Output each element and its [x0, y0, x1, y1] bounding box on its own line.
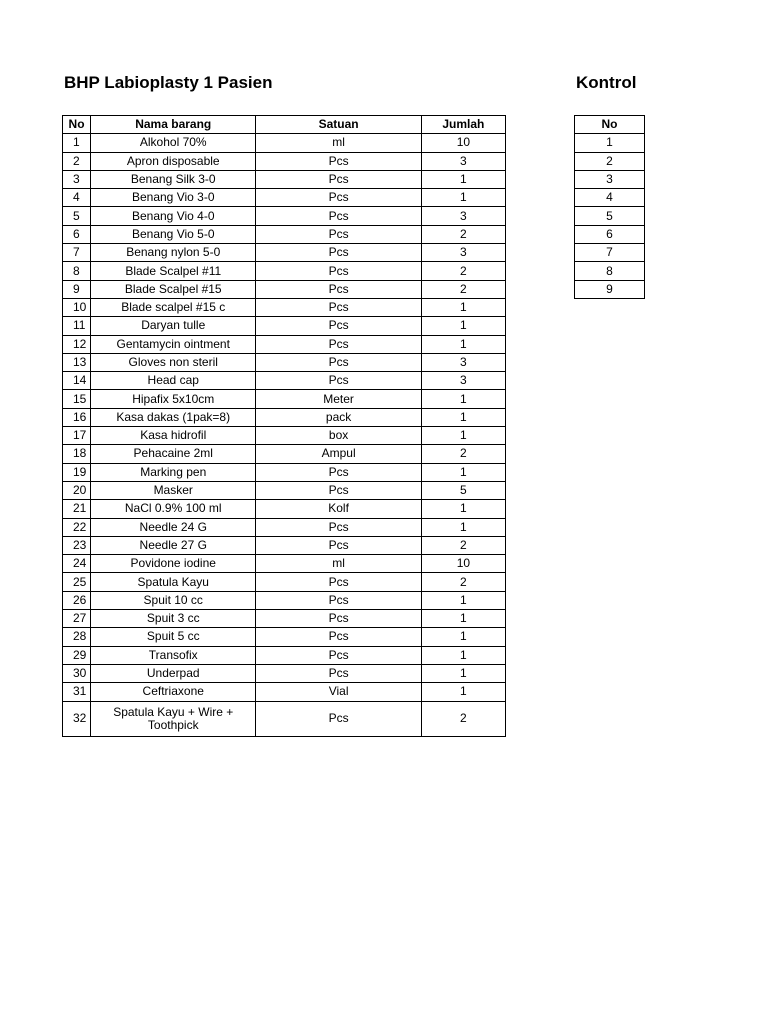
- side-section-title: Kontrol: [576, 73, 637, 92]
- item-unit: Pcs: [256, 573, 421, 591]
- item-name: Needle 24 G: [91, 518, 256, 536]
- row-number: 14: [63, 372, 91, 390]
- item-quantity: 1: [421, 390, 505, 408]
- table-row: [63, 481, 506, 499]
- item-quantity: 1: [421, 335, 505, 353]
- item-unit: Pcs: [256, 646, 421, 664]
- table-row: [63, 445, 506, 463]
- item-unit: Pcs: [256, 207, 421, 225]
- item-unit: Meter: [256, 390, 421, 408]
- table-row: [63, 134, 506, 152]
- item-quantity: 1: [421, 591, 505, 609]
- table-row: [63, 152, 506, 170]
- table-row: [575, 225, 645, 243]
- item-quantity: 1: [421, 646, 505, 664]
- item-quantity: 2: [421, 536, 505, 554]
- row-number: 12: [63, 335, 91, 353]
- row-number: 8: [63, 262, 91, 280]
- item-quantity: 2: [421, 445, 505, 463]
- item-name: Benang nylon 5-0: [91, 244, 256, 262]
- table-row: [63, 646, 506, 664]
- table-row: [63, 335, 506, 353]
- item-unit: ml: [256, 555, 421, 573]
- item-unit: Pcs: [256, 225, 421, 243]
- item-quantity: 2: [421, 280, 505, 298]
- item-name: Underpad: [91, 664, 256, 682]
- item-quantity: 3: [421, 353, 505, 371]
- item-unit: Vial: [256, 683, 421, 701]
- row-number: 4: [575, 189, 645, 207]
- item-name: Povidone iodine: [91, 555, 256, 573]
- item-name: Daryan tulle: [91, 317, 256, 335]
- item-unit: Pcs: [256, 335, 421, 353]
- row-number: 7: [63, 244, 91, 262]
- item-name: Spuit 3 cc: [91, 610, 256, 628]
- item-quantity: 1: [421, 610, 505, 628]
- item-unit: Pcs: [256, 536, 421, 554]
- table-row: [575, 280, 645, 298]
- row-number: 15: [63, 390, 91, 408]
- table-row: [63, 317, 506, 335]
- item-quantity: 3: [421, 372, 505, 390]
- item-name: Spatula Kayu: [91, 573, 256, 591]
- table-row: [575, 170, 645, 188]
- table-row: [63, 628, 506, 646]
- row-number: 10: [63, 298, 91, 316]
- item-name: Head cap: [91, 372, 256, 390]
- item-unit: Ampul: [256, 445, 421, 463]
- table-header-row: [63, 116, 506, 134]
- item-unit: Pcs: [256, 170, 421, 188]
- table-row: [63, 664, 506, 682]
- table-row: [63, 555, 506, 573]
- item-name: Alkohol 70%: [91, 134, 256, 152]
- row-number: 6: [575, 225, 645, 243]
- item-unit: Pcs: [256, 518, 421, 536]
- table-row: [63, 518, 506, 536]
- row-number: 19: [63, 463, 91, 481]
- item-quantity: 1: [421, 317, 505, 335]
- row-number: 1: [63, 134, 91, 152]
- item-name: Apron disposable: [91, 152, 256, 170]
- table-header-row: [575, 116, 645, 134]
- item-unit: Pcs: [256, 610, 421, 628]
- row-number: 31: [63, 683, 91, 701]
- table-row: [63, 262, 506, 280]
- item-quantity: 1: [421, 170, 505, 188]
- header-item-name: Nama barang: [91, 116, 256, 134]
- item-name: Gentamycin ointment: [91, 335, 256, 353]
- item-quantity: 2: [421, 701, 505, 736]
- row-number: 24: [63, 555, 91, 573]
- row-number: 3: [63, 170, 91, 188]
- item-name: NaCl 0.9% 100 ml: [91, 500, 256, 518]
- item-unit: Pcs: [256, 280, 421, 298]
- table-row: [63, 408, 506, 426]
- row-number: 7: [575, 244, 645, 262]
- item-name: Benang Vio 3-0: [91, 189, 256, 207]
- row-number: 22: [63, 518, 91, 536]
- item-name: Blade Scalpel #15: [91, 280, 256, 298]
- item-quantity: 3: [421, 152, 505, 170]
- item-quantity: 1: [421, 500, 505, 518]
- row-number: 6: [63, 225, 91, 243]
- table-row: [575, 134, 645, 152]
- table-row: [63, 390, 506, 408]
- table-row: [575, 207, 645, 225]
- item-unit: Pcs: [256, 701, 421, 736]
- row-number: 9: [63, 280, 91, 298]
- table-row: [575, 189, 645, 207]
- item-unit: Pcs: [256, 262, 421, 280]
- item-quantity: 1: [421, 664, 505, 682]
- page-title: BHP Labioplasty 1 Pasien: [64, 73, 273, 92]
- item-quantity: 1: [421, 408, 505, 426]
- row-number: 18: [63, 445, 91, 463]
- item-unit: Pcs: [256, 463, 421, 481]
- table-row: [63, 610, 506, 628]
- item-name: Blade scalpel #15 c: [91, 298, 256, 316]
- item-name: Transofix: [91, 646, 256, 664]
- table-row: [63, 573, 506, 591]
- table-row: [63, 207, 506, 225]
- item-quantity: 1: [421, 427, 505, 445]
- item-unit: Kolf: [256, 500, 421, 518]
- item-unit: Pcs: [256, 189, 421, 207]
- table-row: [63, 353, 506, 371]
- row-number: 5: [63, 207, 91, 225]
- item-quantity: 3: [421, 207, 505, 225]
- item-unit: box: [256, 427, 421, 445]
- row-number: 5: [575, 207, 645, 225]
- row-number: 11: [63, 317, 91, 335]
- item-name: Spuit 10 cc: [91, 591, 256, 609]
- table-row: [575, 262, 645, 280]
- item-quantity: 1: [421, 298, 505, 316]
- item-unit: Pcs: [256, 664, 421, 682]
- item-quantity: 1: [421, 189, 505, 207]
- item-name: Benang Silk 3-0: [91, 170, 256, 188]
- row-number: 23: [63, 536, 91, 554]
- row-number: 26: [63, 591, 91, 609]
- item-name: Gloves non steril: [91, 353, 256, 371]
- item-quantity: 1: [421, 628, 505, 646]
- item-unit: Pcs: [256, 244, 421, 262]
- item-quantity: 2: [421, 262, 505, 280]
- item-quantity: 5: [421, 481, 505, 499]
- item-quantity: 1: [421, 683, 505, 701]
- header-no: No: [575, 116, 645, 134]
- item-name: Marking pen: [91, 463, 256, 481]
- item-name: Benang Vio 5-0: [91, 225, 256, 243]
- table-row: [63, 170, 506, 188]
- item-unit: Pcs: [256, 481, 421, 499]
- table-row: [63, 280, 506, 298]
- item-unit: ml: [256, 134, 421, 152]
- item-quantity: 10: [421, 134, 505, 152]
- row-number: 30: [63, 664, 91, 682]
- item-unit: Pcs: [256, 628, 421, 646]
- control-table: [574, 115, 645, 299]
- row-number: 2: [63, 152, 91, 170]
- table-row: [63, 500, 506, 518]
- row-number: 27: [63, 610, 91, 628]
- item-name: Spuit 5 cc: [91, 628, 256, 646]
- item-unit: pack: [256, 408, 421, 426]
- header-unit: Satuan: [256, 116, 421, 134]
- bhp-table: [62, 115, 506, 737]
- item-name: Ceftriaxone: [91, 683, 256, 701]
- item-quantity: 10: [421, 555, 505, 573]
- item-name: Hipafix 5x10cm: [91, 390, 256, 408]
- row-number: 28: [63, 628, 91, 646]
- row-number: 21: [63, 500, 91, 518]
- item-unit: Pcs: [256, 298, 421, 316]
- row-number: 3: [575, 170, 645, 188]
- table-row: [63, 372, 506, 390]
- row-number: 1: [575, 134, 645, 152]
- item-name: Benang Vio 4-0: [91, 207, 256, 225]
- item-quantity: 2: [421, 225, 505, 243]
- item-unit: Pcs: [256, 353, 421, 371]
- row-number: 2: [575, 152, 645, 170]
- row-number: 25: [63, 573, 91, 591]
- table-row: [575, 152, 645, 170]
- row-number: 16: [63, 408, 91, 426]
- table-row: [63, 463, 506, 481]
- row-number: 20: [63, 481, 91, 499]
- item-quantity: 3: [421, 244, 505, 262]
- item-unit: Pcs: [256, 152, 421, 170]
- table-row: [63, 701, 506, 736]
- row-number: 29: [63, 646, 91, 664]
- table-row: [63, 683, 506, 701]
- item-name: Spatula Kayu + Wire + Toothpick: [91, 701, 256, 736]
- row-number: 13: [63, 353, 91, 371]
- item-name: Pehacaine 2ml: [91, 445, 256, 463]
- row-number: 17: [63, 427, 91, 445]
- table-row: [63, 427, 506, 445]
- table-row: [63, 536, 506, 554]
- item-name: Blade Scalpel #11: [91, 262, 256, 280]
- table-row: [63, 591, 506, 609]
- table-row: [575, 244, 645, 262]
- row-number: 8: [575, 262, 645, 280]
- item-unit: Pcs: [256, 317, 421, 335]
- item-name: Kasa hidrofil: [91, 427, 256, 445]
- item-quantity: 1: [421, 463, 505, 481]
- table-row: [63, 244, 506, 262]
- row-number: 9: [575, 280, 645, 298]
- item-name: Needle 27 G: [91, 536, 256, 554]
- table-row: [63, 225, 506, 243]
- row-number: 4: [63, 189, 91, 207]
- item-unit: Pcs: [256, 372, 421, 390]
- header-quantity: Jumlah: [421, 116, 505, 134]
- table-row: [63, 298, 506, 316]
- table-row: [63, 189, 506, 207]
- item-unit: Pcs: [256, 591, 421, 609]
- row-number: 32: [63, 701, 91, 736]
- item-name: Kasa dakas (1pak=8): [91, 408, 256, 426]
- item-quantity: 2: [421, 573, 505, 591]
- item-name: Masker: [91, 481, 256, 499]
- header-no: No: [63, 116, 91, 134]
- item-quantity: 1: [421, 518, 505, 536]
